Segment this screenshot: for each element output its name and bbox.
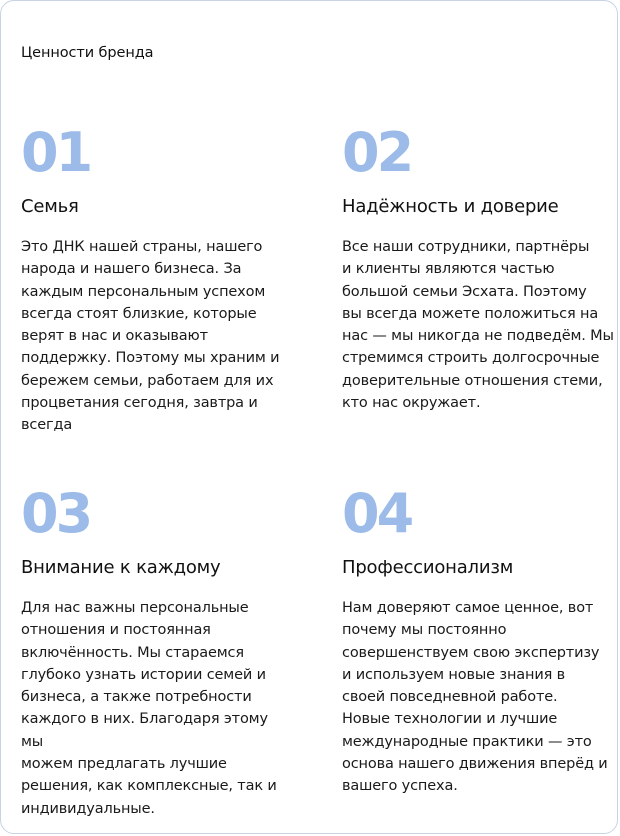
- value-description: Все наши сотрудники, партнёры и клиенты являются частью большой семьи Эсхата. Поэтому вы всегда можете положиться на нас — мы никогда не подведём. Мы стремимся строить долгосрочные доверительные отношения стеми, кто нас окружает.: [342, 239, 614, 412]
- value-description: Нам доверяют самое ценное, вот почему мы постоянно совершенствуем свою экспертизу и используем новые знания в своей повседневной работе. Новые технологии и лучшие международные практики — это основа нашего движения вперёд и вашего успеха.: [342, 600, 608, 795]
- value-number: 04: [342, 482, 412, 545]
- value-number: 01: [21, 121, 91, 184]
- value-title: Семья: [21, 196, 79, 217]
- value-title: Профессионализм: [342, 557, 514, 578]
- value-description: Для нас важны персональные отношения и постоянная включённость. Мы стараемся глубоко узнать истории семей и бизнеса, а также потребности каждого в них. Благодаря этому мы можем предлагать лучшие решения, как комплексные, так и индивидуальные.: [21, 600, 277, 817]
- page-title: Ценности бренда: [21, 45, 154, 61]
- value-number: 02: [342, 121, 412, 184]
- value-description: Это ДНК нашей страны, нашего народа и нашего бизнеса. За каждым персональным успехом всегда стоят близкие, которые верят в нас и оказывают поддержку. Поэтому мы храним и бережем семьи, работаем для их процветания сегодня, завтра и всегда: [21, 239, 280, 434]
- value-title: Надёжность и доверие: [342, 196, 559, 217]
- value-number: 03: [21, 482, 91, 545]
- value-title: Внимание к каждому: [21, 557, 221, 578]
